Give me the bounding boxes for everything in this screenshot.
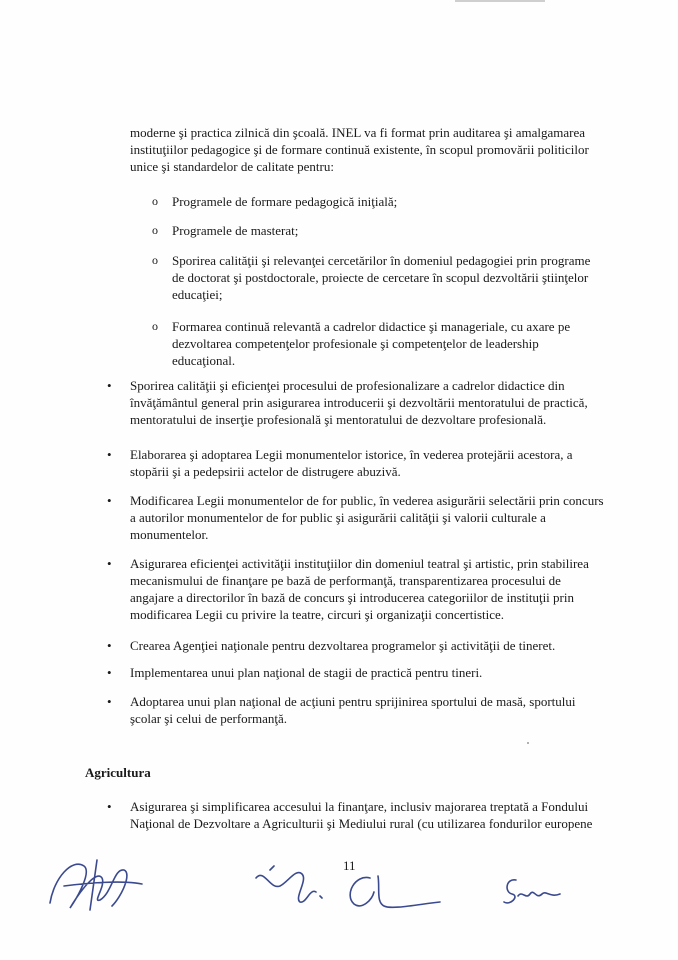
bullet-marker: • [107, 799, 112, 814]
sub-item-1: Programele de formare pedagogică iniţială; [172, 194, 398, 209]
sub-bullet-marker: o [152, 194, 158, 208]
signature-1 [42, 848, 152, 918]
bullet-item-7: Adoptarea unui plan naţional de acţiuni pentru sprijinirea sportului de masă, sportului şcolar şi celui de performanţă. [130, 694, 576, 726]
sub-item-2: Programele de masterat; [172, 223, 299, 238]
bullet-marker: • [107, 665, 112, 680]
bullet-marker: • [107, 638, 112, 653]
agri-bullet-item-1: Asigurarea şi simplificarea accesului la finanţare, inclusiv majorarea treptată a Fondului Naţional de Dezvoltare a Agriculturii şi Mediului rural (cu utilizarea fondurilor europene [130, 799, 593, 831]
bullet-marker: • [107, 556, 112, 571]
section-heading: Agricultura [85, 765, 151, 780]
sub-item-3: Sporirea calităţii şi relevanţei cercetărilor în domeniul pedagogiei prin programe de doctorat şi postdoctorale, proiecte de cercetare în scopul dezvoltării ştiinţelor educaţiei; [172, 253, 591, 302]
intro-paragraph: moderne şi practica zilnică din şcoală. INEL va fi format prin auditarea şi amalgamarea instituţiilor pedagogice şi de formare continuă existente, în scopul promovării politicilor unice şi standardelor de calitate pentru: [130, 125, 589, 174]
signature-3 [340, 870, 445, 915]
bullet-item-6: Implementarea unui plan naţional de stagii de practică pentru tineri. [130, 665, 483, 680]
bullet-item-5: Crearea Agenţiei naţionale pentru dezvoltarea programelor şi activităţii de tineret. [130, 638, 556, 653]
bullet-item-1: Sporirea calităţii şi eficienţei procesului de profesionalizare a cadrelor didactice din învăţământul general prin asigurarea introducerii şi dezvoltării mentoratului de practică, mentoratului de inserţie profesională şi mentoratului de dezvoltare profesională. [130, 378, 588, 427]
signature-4 [498, 872, 568, 912]
page-number: 11 [343, 858, 356, 873]
sub-bullet-marker: o [152, 223, 158, 237]
bullet-marker: • [107, 493, 112, 508]
signature-2 [250, 858, 345, 908]
bullet-item-2: Elaborarea şi adoptarea Legii monumentelor istorice, în vederea protejării acestora, a stopării şi a pedepsirii actelor de distrugere abuzivă. [130, 447, 573, 479]
sub-bullet-marker: o [152, 319, 158, 333]
bullet-item-3: Modificarea Legii monumentelor de for public, în vederea asigurării selectării prin concurs a autorilor monumentelor de for public şi asigurării calităţii şi valorii culturale a monumentelor. [130, 493, 604, 542]
bullet-marker: • [107, 447, 112, 462]
bullet-marker: • [107, 378, 112, 393]
scan-speck [527, 742, 529, 744]
sub-item-4: Formarea continuă relevantă a cadrelor didactice şi manageriale, cu axare pe dezvoltarea competenţelor profesionale şi competenţelor de leadership educaţional. [172, 319, 571, 368]
bullet-item-4: Asigurarea eficienţei activităţii instituţiilor din domeniul teatral şi artistic, prin stabilirea mecanismului de finanţare pe bază de performanţă, transparentizarea procesului de angajare a directorilor în bază de concurs şi introducerea categoriilor de instituţii prin modificarea Legii cu privire la teatre, circuri şi organizaţii concertistice. [130, 556, 589, 622]
sub-bullet-marker: o [152, 253, 158, 267]
scan-edge-mark [455, 0, 545, 2]
bullet-marker: • [107, 694, 112, 709]
